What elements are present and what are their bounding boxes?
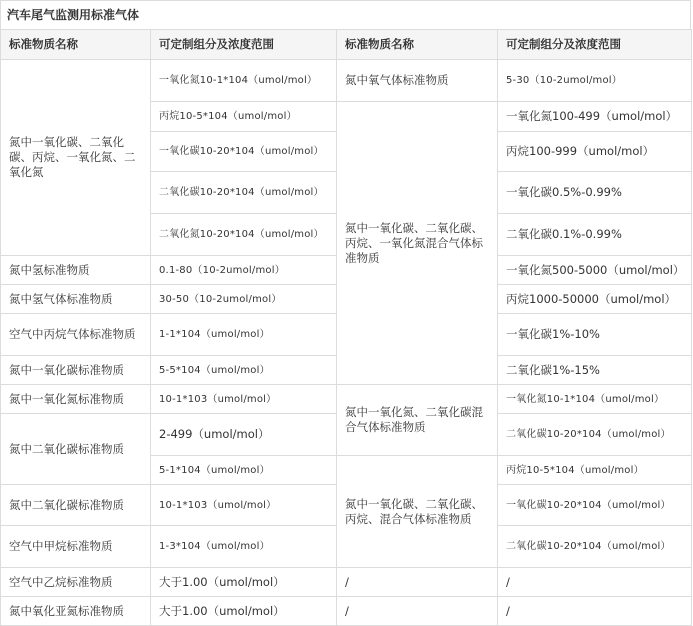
- range-cell: 5-30（10-2umol/mol）: [498, 60, 692, 102]
- header-name-2: 标准物质名称: [337, 30, 498, 60]
- range-cell: 二氧化碳0.1%-0.99%: [498, 214, 692, 256]
- name-cell: 氮中氢气体标准物质: [1, 285, 151, 314]
- range-cell: 二氧化碳10-20*104（umol/mol）: [498, 526, 692, 568]
- range-cell: 30-50（10-2umol/mol）: [151, 285, 337, 314]
- r1-name: 氮中氧气体标准物质: [337, 60, 498, 102]
- table-row: [1, 385, 692, 414]
- header-range-1: 可定制组分及浓度范围: [151, 30, 337, 60]
- range-cell: 一氧化碳1%-10%: [498, 314, 692, 356]
- range-cell: 一氧化氮500-5000（umol/mol）: [498, 256, 692, 285]
- range-cell: 二氧化碳10-20*104（umol/mol）: [151, 172, 337, 214]
- r2-name: 氮中一氧化碳、二氧化碳、丙烷、一氧化氮混合气体标准物质: [337, 102, 498, 385]
- range-cell: 一氧化碳10-20*104（umol/mol）: [151, 132, 337, 172]
- range-cell: 10-1*103（umol/mol）: [151, 485, 337, 526]
- name-cell: 空气中甲烷标准物质: [1, 526, 151, 568]
- range-cell: 5-1*104（umol/mol）: [151, 456, 337, 485]
- slash-cell: /: [498, 597, 692, 626]
- name-cell: 氮中氢标准物质: [1, 256, 151, 285]
- range-cell: 二氧化碳1%-15%: [498, 356, 692, 385]
- range-cell: 丙烷10-5*104（umol/mol）: [498, 456, 692, 485]
- name-cell: 氮中二氧化碳标准物质: [1, 485, 151, 526]
- name-cell: 氮中一氧化碳标准物质: [1, 356, 151, 385]
- co2-name: 氮中二氧化碳标准物质: [1, 414, 151, 485]
- header-row: [1, 30, 692, 60]
- range-cell: 10-1*103（umol/mol）: [151, 385, 337, 414]
- table-row: [1, 597, 692, 626]
- range-cell: 一氧化氮10-1*104（umol/mol）: [151, 60, 337, 102]
- range-cell: 5-5*104（umol/mol）: [151, 356, 337, 385]
- range-cell: 大于1.00（umol/mol）: [151, 568, 337, 597]
- range-cell: 丙烷10-5*104（umol/mol）: [151, 102, 337, 132]
- slash-cell: /: [337, 568, 498, 597]
- header-range-2: 可定制组分及浓度范围: [498, 30, 692, 60]
- range-cell: 二氧化氮10-20*104（umol/mol）: [151, 214, 337, 256]
- range-cell: 一氧化碳0.5%-0.99%: [498, 172, 692, 214]
- header-name-1: 标准物质名称: [1, 30, 151, 60]
- name-cell: 氮中氧化亚氮标准物质: [1, 597, 151, 626]
- slash-cell: /: [498, 568, 692, 597]
- r3-name: 氮中一氧化氮、二氧化碳混合气体标准物质: [337, 385, 498, 456]
- range-cell: 丙烷1000-50000（umol/mol）: [498, 285, 692, 314]
- name-cell: 氮中一氧化氮标准物质: [1, 385, 151, 414]
- range-cell: 丙烷100-999（umol/mol）: [498, 132, 692, 172]
- range-cell: 1-3*104（umol/mol）: [151, 526, 337, 568]
- range-cell: 一氧化氮10-1*104（umol/mol）: [498, 385, 692, 414]
- gas-standards-table: [0, 29, 692, 626]
- range-cell: 二氧化碳10-20*104（umol/mol）: [498, 414, 692, 456]
- table-title: 汽车尾气监测用标准气体: [0, 0, 691, 29]
- table-row: [1, 60, 692, 102]
- name-cell: 空气中乙烷标准物质: [1, 568, 151, 597]
- range-cell: 1-1*104（umol/mol）: [151, 314, 337, 356]
- r4-name: 氮中一氧化碳、二氧化碳、丙烷、混合气体标准物质: [337, 456, 498, 568]
- slash-cell: /: [337, 597, 498, 626]
- name-cell: 空气中丙烷气体标准物质: [1, 314, 151, 356]
- group1-name: 氮中一氧化碳、二氧化碳、丙烷、一氧化氮、二氧化氮: [1, 60, 151, 256]
- range-cell: 大于1.00（umol/mol）: [151, 597, 337, 626]
- range-cell: 0.1-80（10-2umol/mol）: [151, 256, 337, 285]
- range-cell: 2-499（umol/mol）: [151, 414, 337, 456]
- range-cell: 一氧化氮100-499（umol/mol）: [498, 102, 692, 132]
- table-row: [1, 568, 692, 597]
- range-cell: 一氧化碳10-20*104（umol/mol）: [498, 485, 692, 526]
